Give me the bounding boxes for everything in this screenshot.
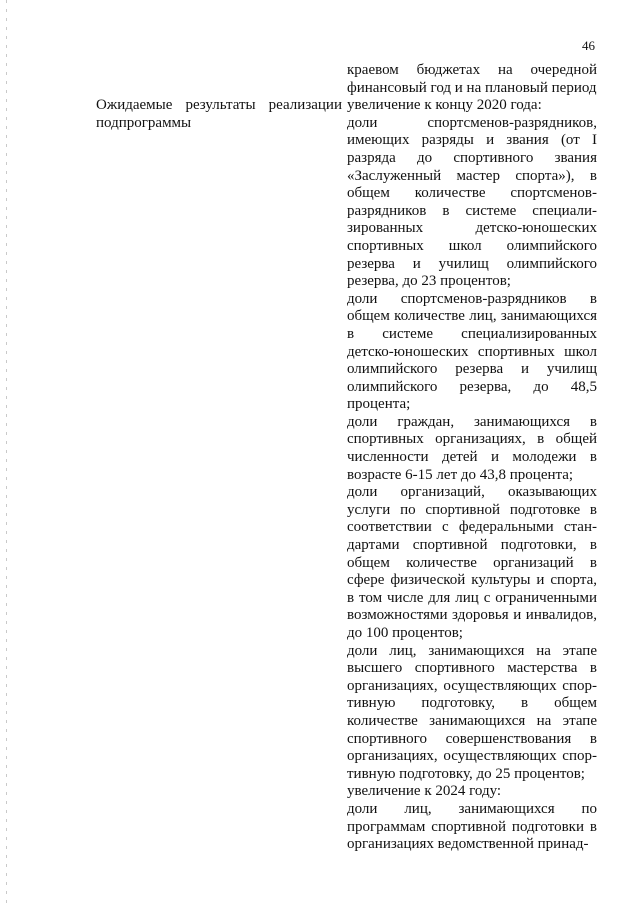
paragraph-budget-continuation: краевом бюджетах на очередной финансовый год и на плановый период: [347, 62, 597, 96]
scan-edge: [6, 0, 7, 905]
paragraph-item: доли лиц, занимающихся по программам спортивной подготовки в организациях ведомственной принад-: [347, 800, 597, 853]
paragraph-item: доли спортсменов-разрядников в общем количестве лиц, занимающихся в системе специализированных детско-юношеских спортивных школ олимпийского резерва и училищ олимпийского резерва, до 48,5 процента;: [347, 290, 597, 413]
paragraph-item: доли лиц, занимающихся на этапе высшего спортивного мастерства в организациях, осуществляющих спортивную подготовку, в общем количестве занимающихся на этапе спортивного совершенствования в организациях, осуществляющих спортивную подготовку, до 25 процентов;: [347, 642, 597, 782]
right-column: [347, 62, 597, 854]
paragraph-heading-2020: увеличение к концу 2020 года:: [347, 97, 542, 114]
paragraph-heading-2024: увеличение к 2024 году:: [347, 783, 502, 800]
paragraph-item: доли граждан, занимающихся в спортивных организациях, в общей численности детей и молодежи в возрасте 6-15 лет до 43,8 процента;: [347, 413, 597, 483]
paragraph-item: доли организаций, оказывающих услуги по спортивной подготовке в соответствии с федеральными стандартами спортивной подготовки, в общем количестве организаций в сфере физической культуры и спорта, в том числе для лиц с ограниченными возможностями здоровья и инвалидов, до 100 процентов;: [347, 484, 597, 641]
left-column: [96, 96, 342, 132]
page-number: 46: [582, 38, 595, 53]
section-label: Ожидаемые результаты реализации подпрограммы: [96, 97, 342, 131]
paragraph-item: доли спортсменов-разрядников, имеющих разряды и звания (от I разряда до спортивного звания «Заслуженный мастер спорта»), в общем количестве спортсменов-разрядников в системе специализированных детско-юношеских спортивных школ олимпийского резерва и училищ олимпийского резерва, до 23 процентов;: [347, 114, 597, 290]
